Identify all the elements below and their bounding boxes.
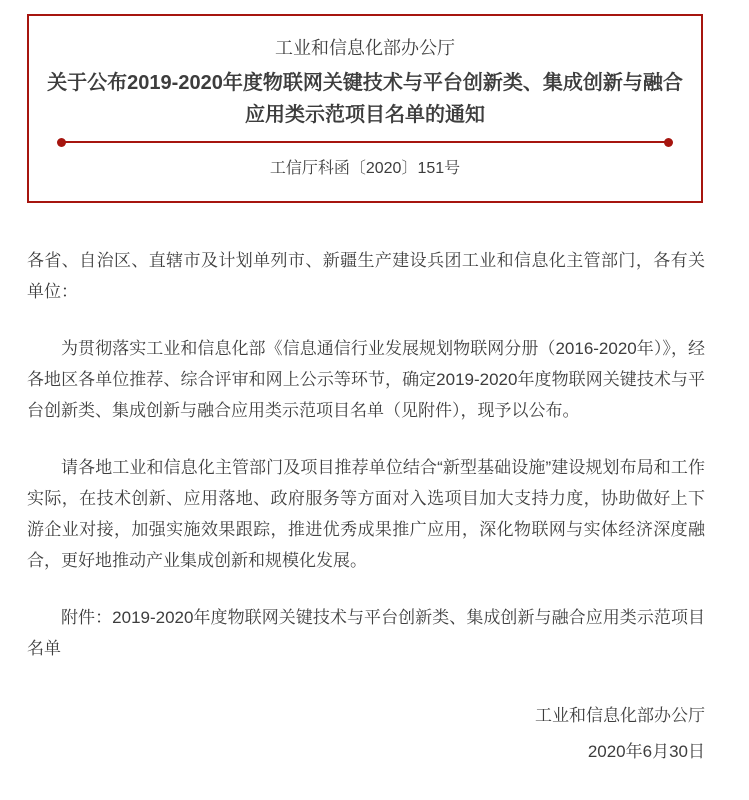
document-header-box [27,14,703,203]
paragraph-background: 为贯彻落实工业和信息化部《信息通信行业发展规划物联网分册（2016-2020年）》，经各地区各单位推荐、综合评审和网上公示等环节，确定2019-2020年度物联网关键技术与平台创新类、集成创新与融合应用类示范项目名单（见附件），现予以公布。 [27,339,705,420]
attachment-line: 附件：2019-2020年度物联网关键技术与平台创新类、集成创新与融合应用类示范项目名单 [27,608,705,658]
paragraph-requirements: 请各地工业和信息化主管部门及项目推荐单位结合“新型基础设施”建设规划布局和工作实际，在技术创新、应用落地、政府服务等方面对入选项目加大支持力度，协助做好上下游企业对接，加强实施效果跟踪，推进优秀成果推广应用，深化物联网与实体经济深度融合，更好地推动产业集成创新和规模化发展。 [27,458,705,570]
divider-line [59,141,671,143]
salutation: 各省、自治区、直辖市及计划单列市、新疆生产建设兵团工业和信息化主管部门，各有关单位： [27,251,705,301]
divider-dot-right-icon [664,138,673,147]
document-title: 关于公布2019-2020年度物联网关键技术与平台创新类、集成创新与融合应用类示范项目名单的通知 [47,72,683,126]
signature-date: 2020年6月30日 [587,742,705,761]
signature-block [27,700,705,767]
issuing-agency-name: 工业和信息化部办公厅 [275,38,455,58]
document-number: 工信厅科函〔2020〕151号 [269,160,461,177]
document-body [27,245,705,767]
signature-agency: 工业和信息化部办公厅 [535,706,705,725]
divider-dot-left-icon [57,138,66,147]
